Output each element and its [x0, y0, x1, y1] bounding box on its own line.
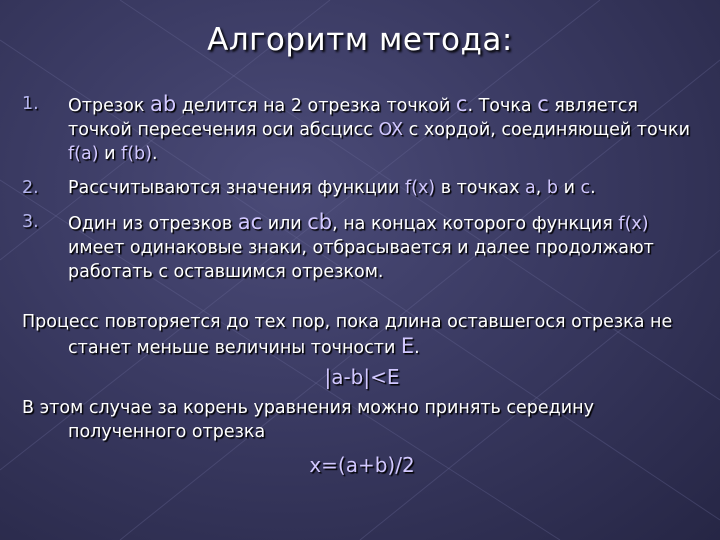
item-text: и	[558, 178, 581, 198]
list-item-3	[22, 210, 702, 284]
condition-formula: |a-b|<E	[324, 365, 400, 389]
math-var: f(x)	[404, 178, 436, 198]
slide-content	[22, 92, 702, 478]
math-var: f(x)	[618, 214, 649, 234]
item-text: имеет одинаковые знаки, отбрасывается и далее продолжают работать с оставшимся отрезком.	[68, 238, 654, 282]
slide-title: Алгоритм метода:	[207, 22, 513, 58]
root-paragraph: В этом случае за корень уравнения можно принять середину полученного отрезка	[22, 398, 594, 442]
math-var: c	[537, 92, 549, 116]
item-text: является точкой пересечения оси абсцисс	[68, 96, 638, 140]
math-var: c	[455, 92, 468, 116]
item-text: или	[262, 214, 308, 234]
item-text: Отрезок	[68, 96, 150, 116]
math-var: a	[525, 178, 536, 198]
item-text: , на концах которого функция	[332, 214, 619, 234]
item-text: Один из отрезков	[68, 214, 238, 234]
item-text: с хордой, соединяющей точки	[403, 120, 690, 140]
item-text: делится на 2 отрезка точкой	[176, 96, 456, 116]
item-text: .	[590, 178, 596, 198]
item-text: и	[98, 144, 122, 164]
item-number: 1.	[22, 94, 39, 114]
math-var: cb	[307, 210, 333, 234]
math-var: ac	[237, 210, 263, 234]
math-var: ab	[150, 92, 177, 116]
item-text: . Точка	[467, 96, 538, 116]
math-var: b	[546, 178, 559, 198]
math-var: E	[400, 334, 415, 358]
item-number: 3.	[22, 212, 39, 232]
root-formula: x=(a+b)/2	[309, 453, 415, 477]
list-item-2	[22, 176, 702, 200]
list-item-1	[22, 92, 702, 166]
paragraph-text: Процесс повторяется до тех пор, пока длина оставшегося отрезка не станет меньше величины точности	[22, 312, 673, 358]
item-text: в точках	[435, 178, 526, 198]
math-var: f(a)	[68, 144, 99, 164]
item-number: 2.	[22, 178, 39, 198]
process-paragraph	[22, 310, 702, 360]
item-text: .	[151, 144, 158, 164]
math-var: f(b)	[121, 144, 152, 164]
math-var: c	[580, 178, 591, 198]
item-text: ,	[535, 178, 547, 198]
paragraph-text: .	[414, 338, 420, 358]
math-var: OX	[378, 120, 404, 140]
item-text: Рассчитываются значения функции	[68, 178, 405, 198]
